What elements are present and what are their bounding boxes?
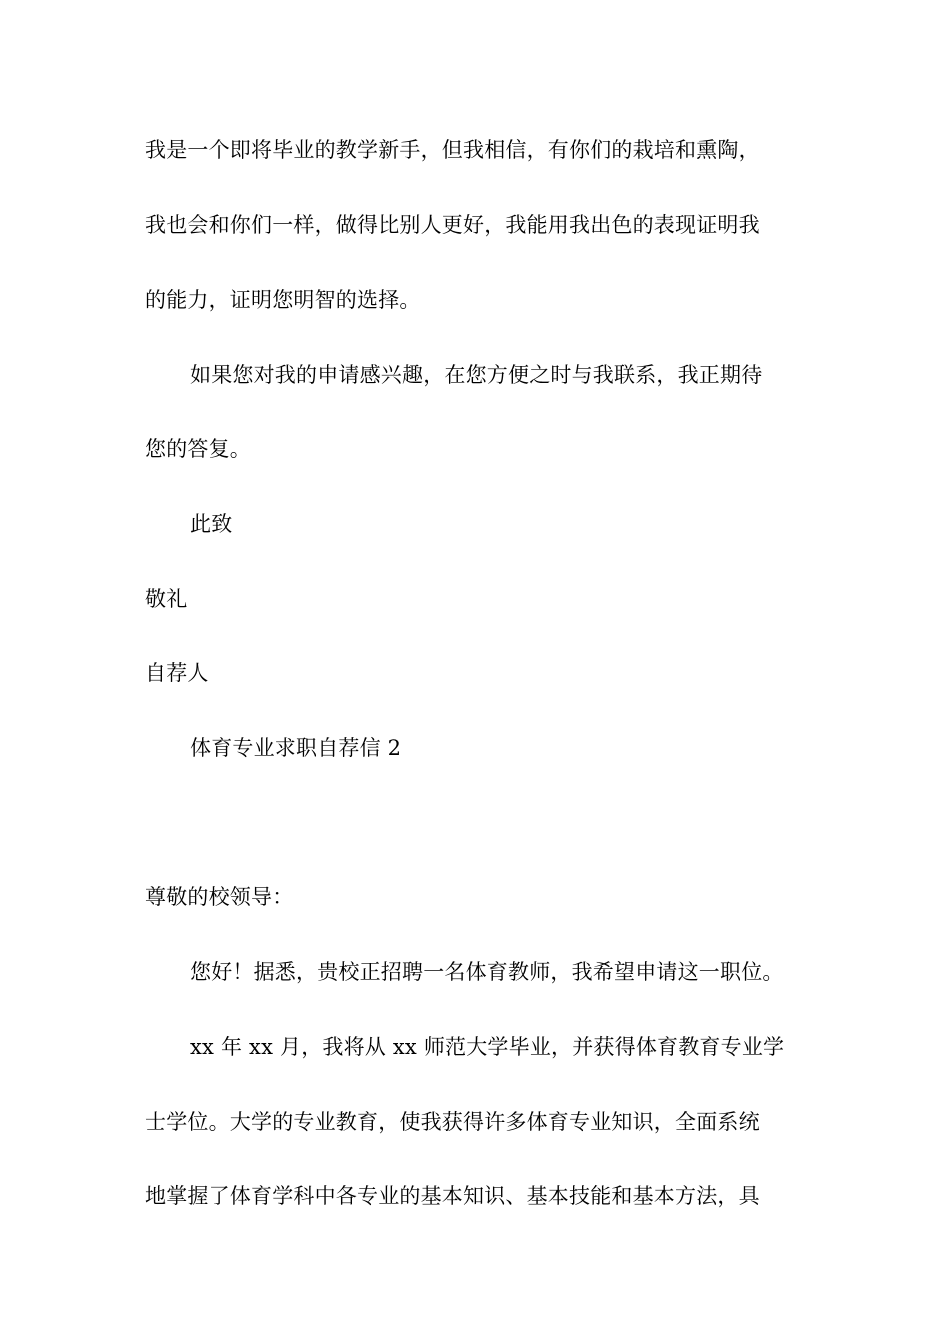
text-line-12: xx 年 xx 月，我将从 xx 师范大学毕业，并获得体育教育专业学 <box>190 1035 785 1059</box>
text-line-4: 如果您对我的申请感兴趣，在您方便之时与我联系，我正期待 <box>190 363 763 387</box>
text-line-3: 的能力，证明您明智的选择。 <box>145 288 421 312</box>
greeting: 尊敬的校领导： <box>145 885 294 909</box>
signature-label: 自荐人 <box>145 661 209 685</box>
text-line-11: 您好！据悉，贵校正招聘一名体育教师，我希望申请这一职位。 <box>190 960 784 984</box>
text-line-5: 您的答复。 <box>145 437 251 461</box>
text-line-2: 我也会和你们一样，做得比别人更好，我能用我出色的表现证明我 <box>145 213 760 237</box>
text-line-13: 士学位。大学的专业教育，使我获得许多体育专业知识，全面系统 <box>145 1110 760 1134</box>
closing-regards: 敬礼 <box>145 587 188 611</box>
text-line-14: 地掌握了体育学科中各专业的基本知识、基本技能和基本方法，具 <box>145 1184 760 1208</box>
text-line-1: 我是一个即将毕业的教学新手，但我相信，有你们的栽培和熏陶， <box>145 138 760 162</box>
closing-salutation: 此致 <box>190 512 233 536</box>
section-title: 体育专业求职自荐信 2 <box>190 736 402 760</box>
